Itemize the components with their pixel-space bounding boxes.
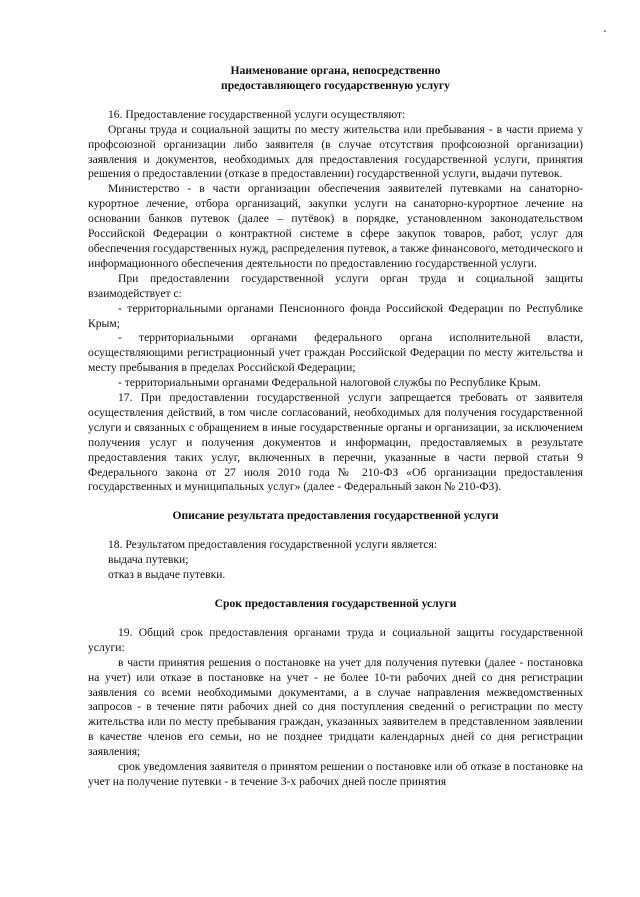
section-heading-term: Срок предоставления государственной услуги <box>214 597 457 610</box>
paragraph-ministry: Министерство - в части организации обеспечения заявителей путевками на санаторно-курортное лечение, отбора организаций, закупки услуги на санаторно-курортное лечение на основании банков путевок (далее – путёвок) в порядке, установленном законодательством Российской Федерации о контрактной системе в сфере закупок товаров, работ, услуг для обеспечения государственных нужд, распределения путевок, а также финансового, методического и информационного обеспечения деятельности по предоставлению государственной услуги. <box>88 182 583 270</box>
paragraph-issue: выдача путевки; <box>108 553 189 567</box>
paragraph-18: 18. Результатом предоставления государственной услуги является: <box>108 538 438 552</box>
section-heading-result: Описание результата предоставления государственной услуги <box>172 509 499 523</box>
paragraph-16: 16. Предоставление государственной услуги осуществляют: <box>108 107 406 121</box>
paragraph-19: 19. Общий срок предоставления органами труда и социальной защиты государственной услуги: <box>88 625 583 654</box>
document-body <box>88 64 583 790</box>
section-heading-body <box>88 64 583 94</box>
paragraph-interaction: При предоставлении государственной услуги орган труда и социальной защиты взаимодействует с: <box>88 271 583 300</box>
paragraph-refusal: отказ в выдаче путевки. <box>108 568 226 582</box>
paragraph-federal-organ: - территориальными органами федерального органа исполнительной власти, осуществляющими регистрационный учет граждан Российской Федерации по месту жительства и месту пребывания в пределах Российской Федерации; <box>88 331 583 375</box>
scan-speck <box>604 30 606 32</box>
paragraph-registration: в части принятия решения о постановке на учет для получения путевки (далее - постановка на учет) или отказе в постановке на учет - не более 10-ти рабочих дней со дня регистрации заявления со всеми необходимыми документами, а в случае направления межведомственных запросов - в течение пяти рабочих дней со дня поступления сведений о регистрации по месту жительства или по месту пребывания граждан, указанных заявителем в представленном заявлении в качестве членов его семьи, но не позднее тридцати календарных дней со дня регистрации заявления; <box>88 655 583 759</box>
paragraph-pension-fund: - территориальными органами Пенсионного фонда Российской Федерации по Республике Крым; <box>88 301 583 330</box>
section-heading-line1: Наименование органа, непосредственно <box>230 64 441 77</box>
section-heading-line2: предоставляющего государственную услугу <box>221 78 450 92</box>
paragraph-tax-service: - территориальными органами Федеральной налоговой службы по Республике Крым. <box>118 376 541 390</box>
paragraph-notification: срок уведомления заявителя о принятом решении о постановке или об отказе в постановке на учет на получение путевки - в течение 3-х рабочих дней после принятия <box>88 760 583 788</box>
paragraph-17: 17. При предоставлении государственной услуги запрещается требовать от заявителя осуществления действий, в том числе согласований, необходимых для получения государственной услуги и связанных с обращением в иные государственные органы и организации, за исключением получения услуг и получения документов и информации, предоставляемых в результате предоставления таких услуг, включенных в перечни, указанные в части первой статьи 9 Федерального закона от 27 июля 2010 года № 210-ФЗ «Об организации предоставления государственных и муниципальных услуг» (далее - Федеральный закон № 210-ФЗ). <box>88 391 583 494</box>
paragraph-organs: Органы труда и социальной защиты по месту жительства или пребывания - в части приема у профсоюзной организации либо заявителя (в случае отсутствия профсоюзной организации) заявления и документов, необходимых для предоставления государственной услуги, принятия решения о предоставлении (отказе в предоставлении) государственной услуги, выдачи путевок. <box>88 122 583 181</box>
